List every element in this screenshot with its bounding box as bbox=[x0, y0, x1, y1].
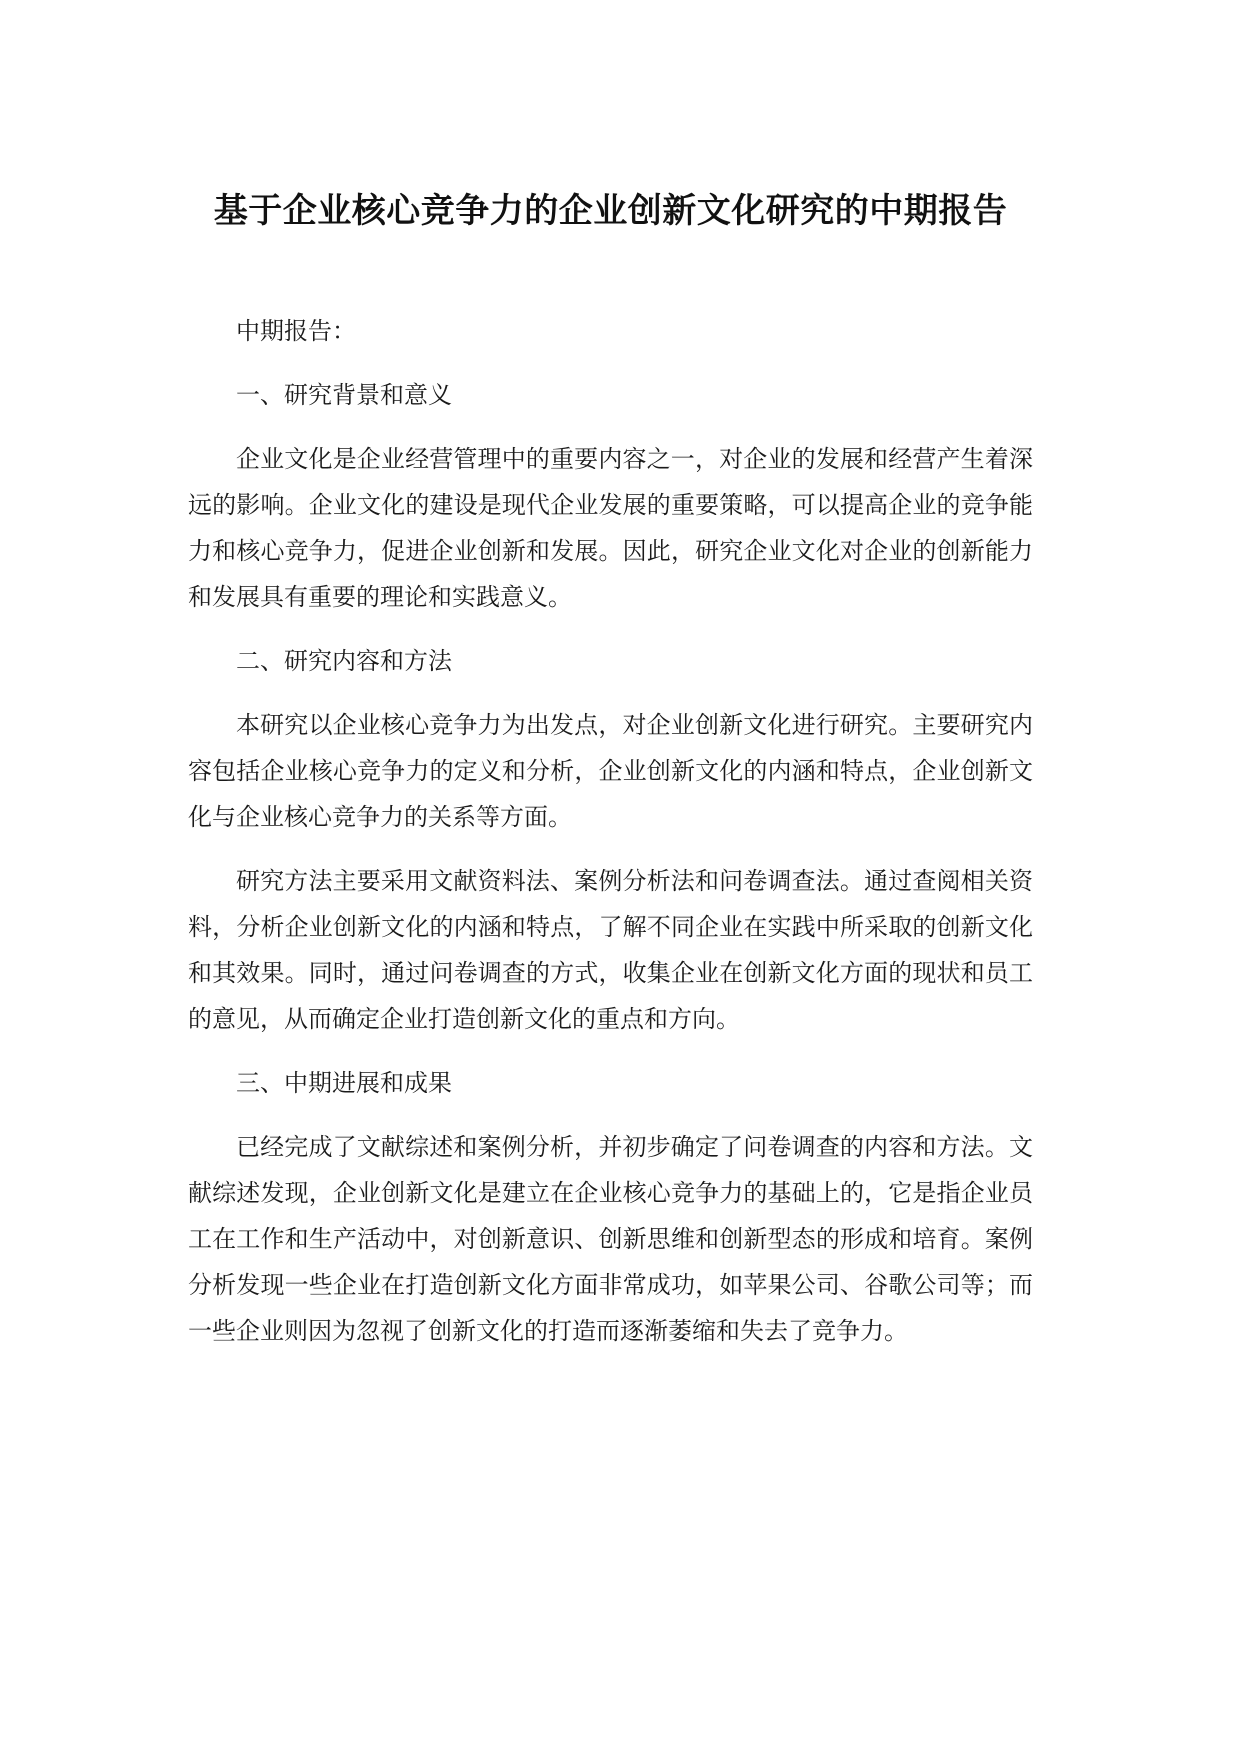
intro-label: 中期报告： bbox=[236, 317, 356, 345]
section-heading-content-methods: 二、研究内容和方法 bbox=[236, 647, 452, 675]
document-title: 基于企业核心竞争力的企业创新文化研究的中期报告 bbox=[213, 191, 1008, 231]
section-paragraph-methods: 研究方法主要采用文献资料法、案例分析法和问卷调查法。通过查阅相关资料，分析企业创新文化的内涵和特点，了解不同企业在实践中所采取的创新文化和其效果。同时，通过问卷调查的方式，收集企业在创新文化方面的现状和员工的意见，从而确定企业打造创新文化的重点和方向。 bbox=[188, 867, 1033, 1033]
document-page bbox=[188, 170, 1033, 1354]
section-paragraph-background: 企业文化是企业经营管理中的重要内容之一，对企业的发展和经营产生着深远的影响。企业文化的建设是现代企业发展的重要策略，可以提高企业的竞争能力和核心竞争力，促进企业创新和发展。因此，研究企业文化对企业的创新能力和发展具有重要的理论和实践意义。 bbox=[188, 445, 1033, 611]
section-heading-progress: 三、中期进展和成果 bbox=[236, 1069, 452, 1097]
section-heading-background: 一、研究背景和意义 bbox=[236, 381, 452, 409]
section-paragraph-progress: 已经完成了文献综述和案例分析，并初步确定了问卷调查的内容和方法。文献综述发现，企业创新文化是建立在企业核心竞争力的基础上的，它是指企业员工在工作和生产活动中，对创新意识、创新思维和创新型态的形成和培育。案例分析发现一些企业在打造创新文化方面非常成功，如苹果公司、谷歌公司等；而一些企业则因为忽视了创新文化的打造而逐渐萎缩和失去了竞争力。 bbox=[188, 1133, 1033, 1345]
section-paragraph-content: 本研究以企业核心竞争力为出发点，对企业创新文化进行研究。主要研究内容包括企业核心竞争力的定义和分析，企业创新文化的内涵和特点，企业创新文化与企业核心竞争力的关系等方面。 bbox=[188, 711, 1033, 831]
